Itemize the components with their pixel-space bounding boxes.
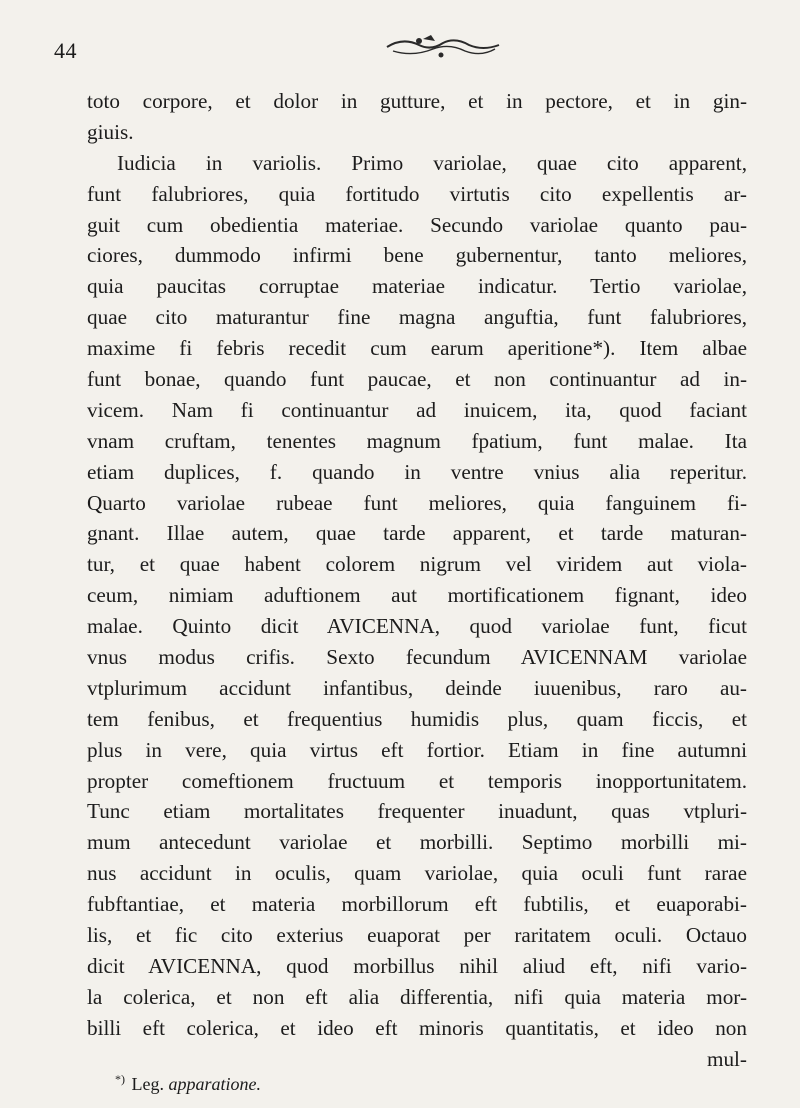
footnote-mark: *): [115, 1072, 125, 1086]
text-line: funt falubriores, quia fortitudo virtutis cito expellentis ar-: [87, 181, 747, 206]
footnote-emphasis: apparatione.: [168, 1074, 261, 1094]
text-line: lis, et fic cito exterius euaporat per raritatem oculi. Octauo: [87, 923, 747, 948]
catchword: mul-: [706, 1046, 747, 1071]
text-line: nus accidunt in oculis, quam variolae, quia oculi funt rarae: [87, 861, 747, 886]
text-line: tem fenibus, et frequentius humidis plus, quam ficcis, et: [87, 706, 747, 731]
footnote-text: Leg.: [131, 1074, 164, 1094]
text-line: ciores, dummodo infirmi bene gubernentur, tanto meliores,: [87, 243, 747, 268]
text-line: etiam duplices, f. quando in ventre vnius alia reperitur.: [87, 459, 747, 484]
text-line: gnant. Illae autem, quae tarde apparent, et tarde maturan-: [87, 521, 747, 546]
text-line: malae. Quinto dicit AVICENNA, quod variolae funt, ficut: [87, 614, 747, 639]
text-line: quia paucitas corruptae materiae indicatur. Tertio variolae,: [87, 274, 747, 299]
text-line: vicem. Nam fi continuantur ad inuicem, ita, quod faciant: [87, 397, 747, 422]
text-line: toto corpore, et dolor in gutture, et in pectore, et in gin-: [87, 89, 747, 113]
text-line: vtplurimum accidunt infantibus, deinde iuuenibus, raro au-: [87, 675, 747, 700]
text-line: Quarto variolae rubeae funt meliores, quia fanguinem fi-: [87, 490, 747, 515]
text-line: vnus modus crifis. Sexto fecundum AVICENNAM variolae: [87, 645, 747, 670]
text-line: plus in vere, quia virtus eft fortior. Etiam in fine autumni: [87, 737, 747, 762]
text-line: Iudicia in variolis. Primo variolae, quae cito apparent,: [117, 150, 747, 175]
footnote: [115, 1072, 261, 1095]
text-line: Tunc etiam mortalitates frequenter inuadunt, quas vtpluri-: [87, 799, 747, 824]
text-line: mum antecedunt variolae et morbilli. Septimo morbilli mi-: [87, 830, 747, 855]
text-line: la colerica, et non eft alia differentia, nifi quia materia mor-: [87, 984, 747, 1009]
page-number: 44: [54, 38, 77, 63]
text-line: giuis.: [87, 119, 134, 144]
text-line: fubftantiae, et materia morbillorum eft fubtilis, et euaporabi-: [87, 892, 747, 917]
text-line: guit cum obedientia materiae. Secundo variolae quanto pau-: [87, 212, 747, 237]
text-line: maxime fi febris recedit cum earum aperitione*). Item albae: [87, 336, 747, 361]
text-line: vnam cruftam, tenentes magnum fpatium, funt malae. Ita: [87, 428, 747, 453]
text-line: propter comeftionem fructuum et temporis inopportunitatem.: [87, 768, 747, 793]
text-line: funt bonae, quando funt paucae, et non continuantur ad in-: [87, 367, 747, 392]
text-line: ceum, nimiam aduftionem aut mortificationem fignant, ideo: [87, 583, 747, 608]
text-line: quae cito maturantur fine magna anguftia, funt falubriores,: [87, 305, 747, 330]
text-line: tur, et quae habent colorem nigrum vel viridem aut viola-: [87, 552, 747, 577]
body-text: [87, 86, 747, 1075]
text-line: billi eft colerica, et ideo eft minoris quantitatis, et ideo non: [87, 1015, 747, 1040]
header-ornament-icon: [383, 33, 503, 61]
text-line: dicit AVICENNA, quod morbillus nihil aliud eft, nifi vario-: [87, 953, 747, 978]
